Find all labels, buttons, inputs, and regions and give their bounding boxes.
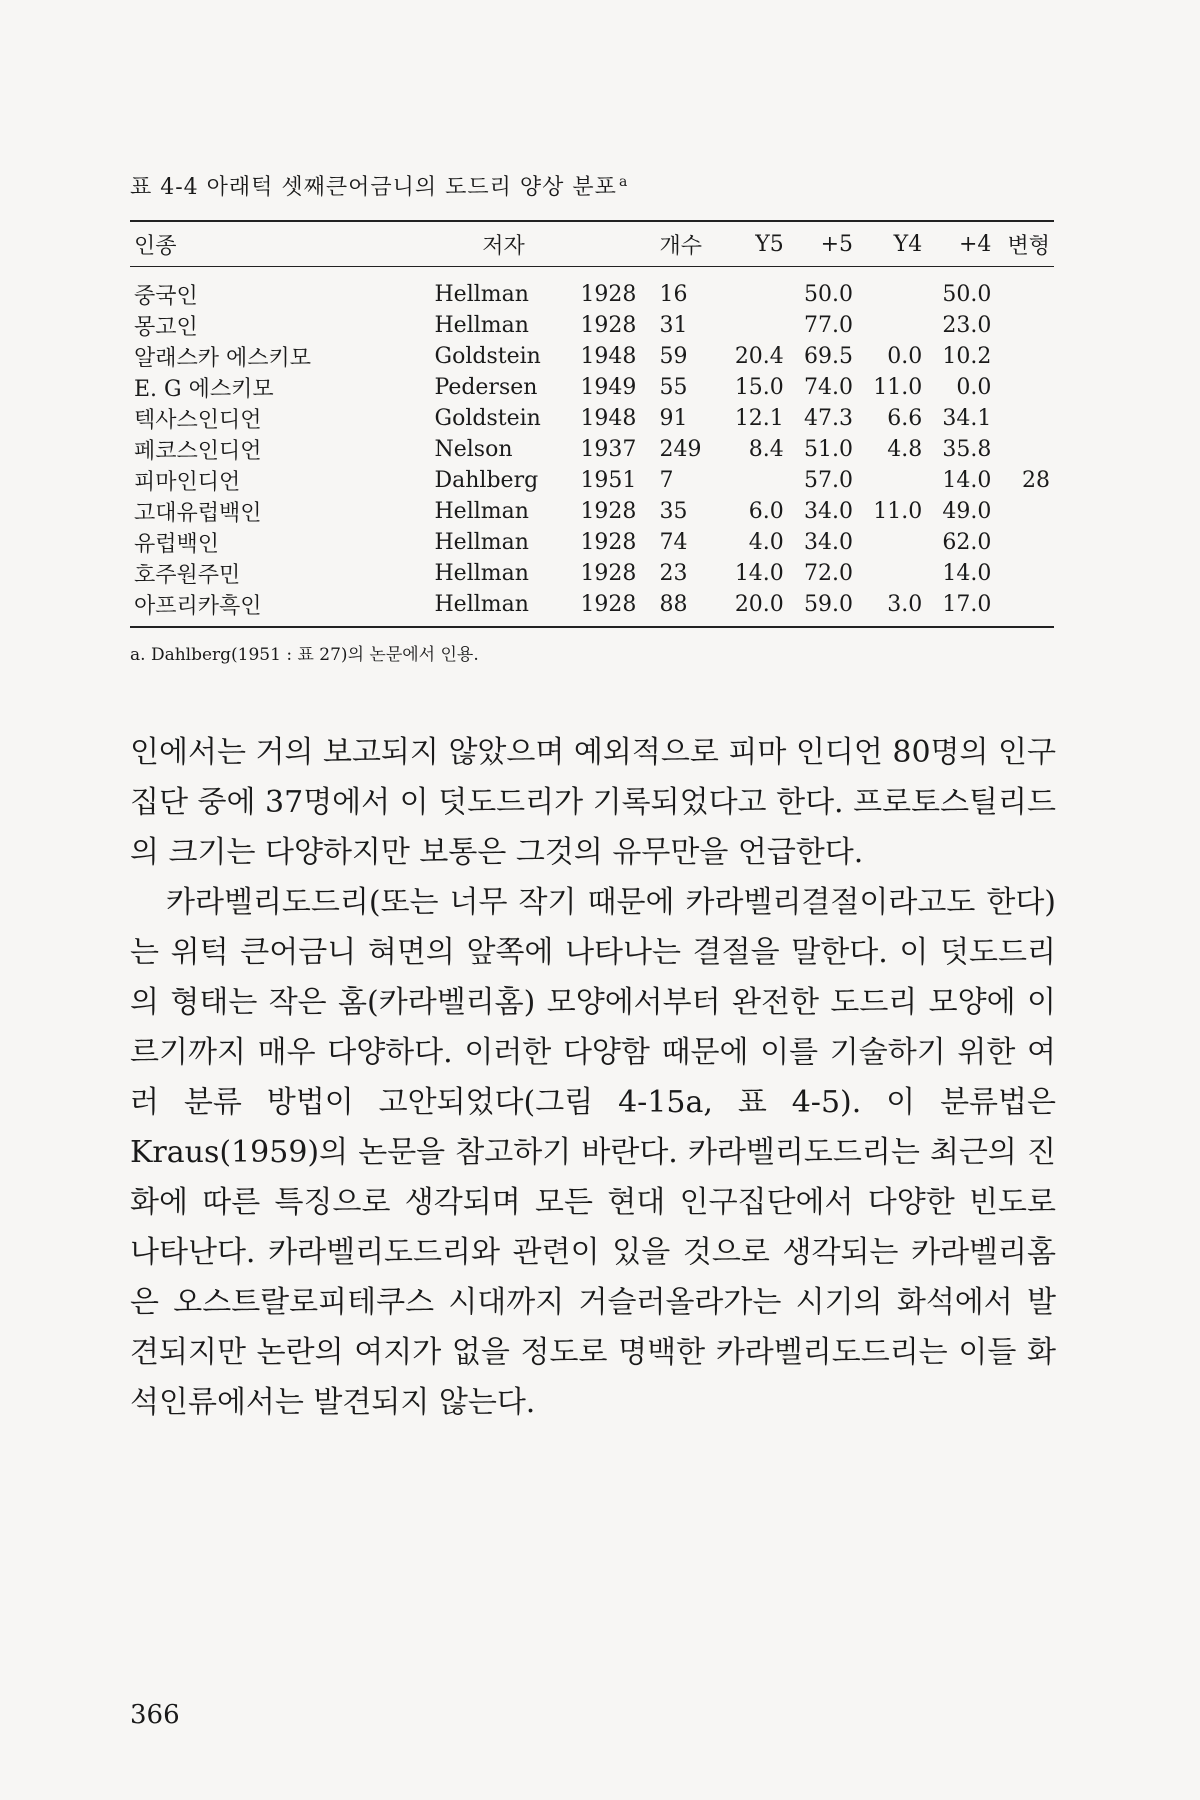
cell-population: 고대유럽백인 — [134, 501, 262, 526]
cell-y5: 15.0 — [734, 375, 784, 400]
cell-plus5: 72.0 — [804, 561, 853, 586]
table-row — [130, 496, 1054, 527]
cell-plus5: 57.0 — [804, 468, 853, 493]
page-number: 366 — [130, 1700, 180, 1730]
cell-y4 — [857, 310, 926, 341]
cell-count: 23 — [659, 561, 688, 586]
cell-plus5: 74.0 — [804, 375, 853, 400]
cell-author: Goldstein — [434, 344, 541, 369]
cell-author: Hellman — [434, 530, 529, 555]
cell-y5: 12.1 — [734, 406, 784, 431]
cell-variant — [995, 372, 1054, 403]
cell-year: 1948 — [580, 344, 637, 369]
cell-variant — [995, 267, 1054, 311]
cell-y4 — [857, 465, 926, 496]
header-y4: Y4 — [893, 231, 923, 257]
cell-author: Pedersen — [434, 375, 538, 400]
cell-year: 1928 — [580, 282, 637, 307]
cell-plus4: 35.8 — [942, 437, 992, 462]
cell-population: 아프리카흑인 — [134, 594, 262, 619]
cell-year: 1948 — [580, 406, 637, 431]
cell-count: 31 — [659, 313, 688, 338]
cell-count: 55 — [659, 375, 688, 400]
cell-plus4: 34.1 — [942, 406, 992, 431]
cell-plus5: 51.0 — [804, 437, 853, 462]
cell-author: Hellman — [434, 592, 529, 617]
cell-y4 — [857, 267, 926, 311]
table-caption-text: 표 4-4 아래턱 셋째큰어금니의 도드리 양상 분포 — [130, 175, 617, 200]
cell-plus5: 59.0 — [804, 592, 853, 617]
cell-y4: 11.0 — [873, 499, 923, 524]
cell-plus4: 10.2 — [942, 344, 992, 369]
cell-variant: 28 — [1022, 468, 1050, 493]
cell-y5: 6.0 — [748, 499, 784, 524]
cell-count: 249 — [659, 437, 702, 462]
cell-population: 페코스인디언 — [134, 439, 262, 464]
cell-count: 74 — [659, 530, 688, 555]
cell-y5: 8.4 — [748, 437, 784, 462]
cell-count: 7 — [659, 468, 674, 493]
header-year — [576, 221, 655, 267]
cell-year: 1928 — [580, 592, 637, 617]
cell-count: 16 — [659, 282, 688, 307]
table-row — [130, 267, 1054, 311]
table-row — [130, 372, 1054, 403]
cell-y5: 4.0 — [748, 530, 784, 555]
cell-plus4: 23.0 — [942, 313, 992, 338]
cell-author: Dahlberg — [434, 468, 539, 493]
cell-population: 유럽백인 — [134, 532, 220, 557]
cell-plus5: 34.0 — [804, 499, 853, 524]
cell-y4: 6.6 — [887, 406, 923, 431]
cell-year: 1951 — [580, 468, 637, 493]
table-row — [130, 589, 1054, 627]
cell-year: 1928 — [580, 561, 637, 586]
body-paragraph-1: 인에서는 거의 보고되지 않았으며 예외적으로 피마 인디언 80명의 인구집단 중에 37명에서 이 덧도드리가 기록되었다고 한다. 프로토스틸리드의 크기는 다양하지만 보통은 그것의 유무만을 언급한다. — [130, 735, 1056, 870]
table-body — [130, 267, 1054, 628]
cell-y5: 20.0 — [734, 592, 784, 617]
cell-author: Hellman — [434, 561, 529, 586]
body-paragraph-2: 카라벨리도드리(또는 너무 작기 때문에 카라벨리결절이라고도 한다)는 위턱 큰어금니 혀면의 앞쪽에 나타나는 결절을 말한다. 이 덧도드리의 형태는 작은 홈(카라벨리홈) 모양에서부터 완전한 도드리 모양에 이르기까지 매우 다양하다. 이러한 다양함 때문에 이를 기술하기 위한 여러 분류 방법이 고안되었다(그림 4-15a, 표 4-5). 이 분류법은 Kraus(1959)의 논문을 참고하기 바란다. 카라벨리도드리는 최근의 진화에 따른 특징으로 생각되며 모든 현대 인구집단에서 다양한 빈도로 나타난다. 카라벨리도드리와 관련이 있을 것으로 생각되는 카라벨리홈은 오스트랄로피테쿠스 시대까지 거슬러올라가는 시기의 화석에서 발견되지만 논란의 여지가 없을 정도로 명백한 카라벨리도드리는 이들 화석인류에서는 발견되지 않는다. — [130, 885, 1056, 1420]
cell-plus5: 34.0 — [804, 530, 853, 555]
cell-plus4: 0.0 — [956, 375, 992, 400]
cell-y4 — [857, 558, 926, 589]
cell-y5: 20.4 — [734, 344, 784, 369]
header-author: 저자 — [482, 233, 525, 259]
cell-y4: 3.0 — [887, 592, 923, 617]
cell-population: 중국인 — [134, 284, 198, 309]
cell-plus5: 77.0 — [804, 313, 853, 338]
cell-year: 1928 — [580, 530, 637, 555]
cell-count: 35 — [659, 499, 688, 524]
cell-author: Hellman — [434, 313, 529, 338]
cell-plus5: 69.5 — [804, 344, 853, 369]
cell-year: 1928 — [580, 313, 637, 338]
cell-y5 — [719, 267, 788, 311]
cell-plus5: 47.3 — [804, 406, 853, 431]
cell-population: E. G 에스키모 — [134, 377, 274, 402]
cell-variant — [995, 341, 1054, 372]
cell-population: 알래스카 에스키모 — [134, 346, 312, 371]
table-row — [130, 403, 1054, 434]
cell-variant — [995, 558, 1054, 589]
table-row — [130, 341, 1054, 372]
header-plus4: +4 — [958, 231, 992, 257]
cell-population: 몽고인 — [134, 315, 198, 340]
cell-count: 88 — [659, 592, 688, 617]
cell-count: 91 — [659, 406, 688, 431]
cell-y4 — [857, 527, 926, 558]
header-population: 인종 — [134, 233, 177, 259]
cell-year: 1937 — [580, 437, 637, 462]
cell-plus4: 49.0 — [942, 499, 992, 524]
cell-y5: 14.0 — [734, 561, 784, 586]
table-caption — [130, 170, 628, 201]
cell-y4: 4.8 — [887, 437, 923, 462]
table-row — [130, 527, 1054, 558]
table-row — [130, 465, 1054, 496]
cell-variant — [995, 589, 1054, 627]
cell-variant — [995, 434, 1054, 465]
table-header-row — [130, 221, 1054, 267]
table-caption-footnote-marker: a — [618, 173, 629, 190]
cell-count: 59 — [659, 344, 688, 369]
body-text — [130, 728, 1056, 1428]
table-row — [130, 558, 1054, 589]
cell-variant — [995, 527, 1054, 558]
cell-variant — [995, 403, 1054, 434]
cell-population: 피마인디언 — [134, 470, 241, 495]
table-row — [130, 434, 1054, 465]
cell-author: Nelson — [434, 437, 513, 462]
header-count: 개수 — [659, 233, 702, 259]
cell-author: Goldstein — [434, 406, 541, 431]
cell-year: 1928 — [580, 499, 637, 524]
cell-author: Hellman — [434, 499, 529, 524]
cell-plus5: 50.0 — [804, 282, 853, 307]
cusp-pattern-table — [130, 220, 1054, 628]
cell-plus4: 14.0 — [942, 561, 992, 586]
cell-y4: 11.0 — [873, 375, 923, 400]
header-plus5: +5 — [820, 231, 853, 257]
cell-variant — [995, 310, 1054, 341]
cell-plus4: 62.0 — [942, 530, 992, 555]
cell-year: 1949 — [580, 375, 637, 400]
table-row — [130, 310, 1054, 341]
cell-y5 — [719, 310, 788, 341]
header-y5: Y5 — [755, 231, 784, 257]
cell-author: Hellman — [434, 282, 529, 307]
table-footnote: a. Dahlberg(1951 : 표 27)의 논문에서 인용. — [130, 645, 479, 665]
cell-population: 텍사스인디언 — [134, 408, 262, 433]
cell-population: 호주원주민 — [134, 563, 241, 588]
cell-plus4: 17.0 — [942, 592, 992, 617]
cell-y4: 0.0 — [887, 344, 923, 369]
cell-plus4: 50.0 — [942, 282, 992, 307]
cell-variant — [995, 496, 1054, 527]
header-variant: 변형 — [1007, 233, 1050, 259]
cell-plus4: 14.0 — [942, 468, 992, 493]
cell-y5 — [719, 465, 788, 496]
